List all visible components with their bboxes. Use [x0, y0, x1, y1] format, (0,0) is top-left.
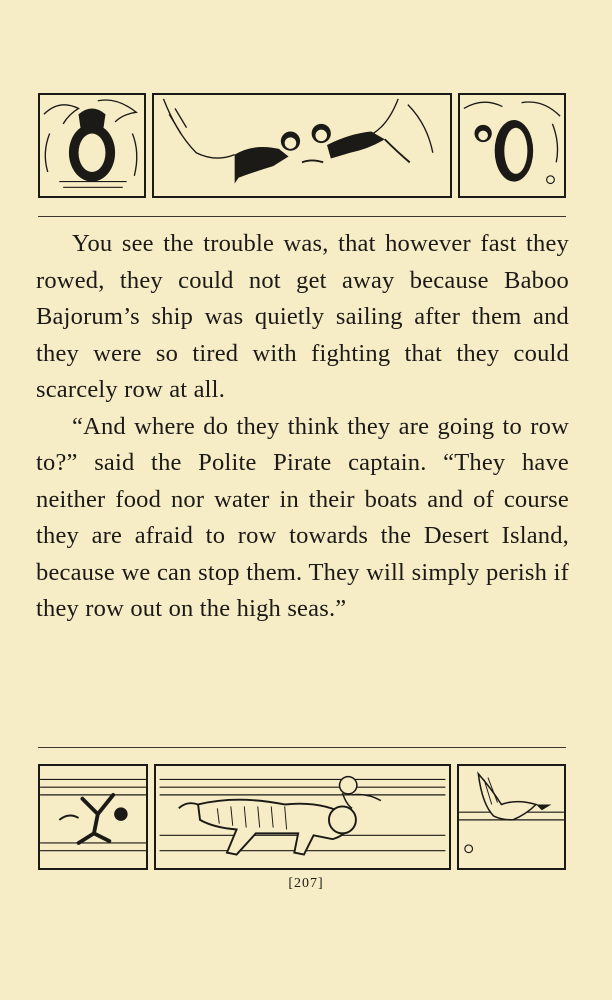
body-text	[36, 226, 569, 628]
top-panel-center	[152, 93, 452, 198]
top-panel-right	[458, 93, 566, 198]
page-number: [207]	[288, 876, 324, 891]
flying-bird-icon	[459, 766, 564, 868]
swinging-monkeys-icon	[154, 95, 450, 196]
parrot-with-monkey-icon	[460, 95, 564, 196]
bottom-panel-center	[154, 764, 451, 870]
bottom-panel-right	[457, 764, 566, 870]
bottom-divider	[38, 747, 566, 748]
parrot-in-palm-icon	[40, 95, 144, 196]
monkey-on-shore-icon	[40, 766, 146, 868]
paragraph-2: “And where do they think they are going to row to?” said the Polite Pirate captain. “They have neither food nor water in their boats and of course they are afraid to row towards the Desert Island, because we can stop them. They will simply perish if they row out on the high seas.”	[36, 412, 569, 622]
top-panel-left	[38, 93, 146, 198]
paragraph-1: You see the trouble was, that however fast they rowed, they could not get away because Baboo Bajorum’s ship was quietly sailing after them and they were so tired with fighting that they could scarcely row at all.	[36, 230, 569, 403]
bottom-panel-left	[38, 764, 148, 870]
lion-with-cherub-icon	[156, 766, 449, 868]
top-divider	[38, 216, 566, 217]
